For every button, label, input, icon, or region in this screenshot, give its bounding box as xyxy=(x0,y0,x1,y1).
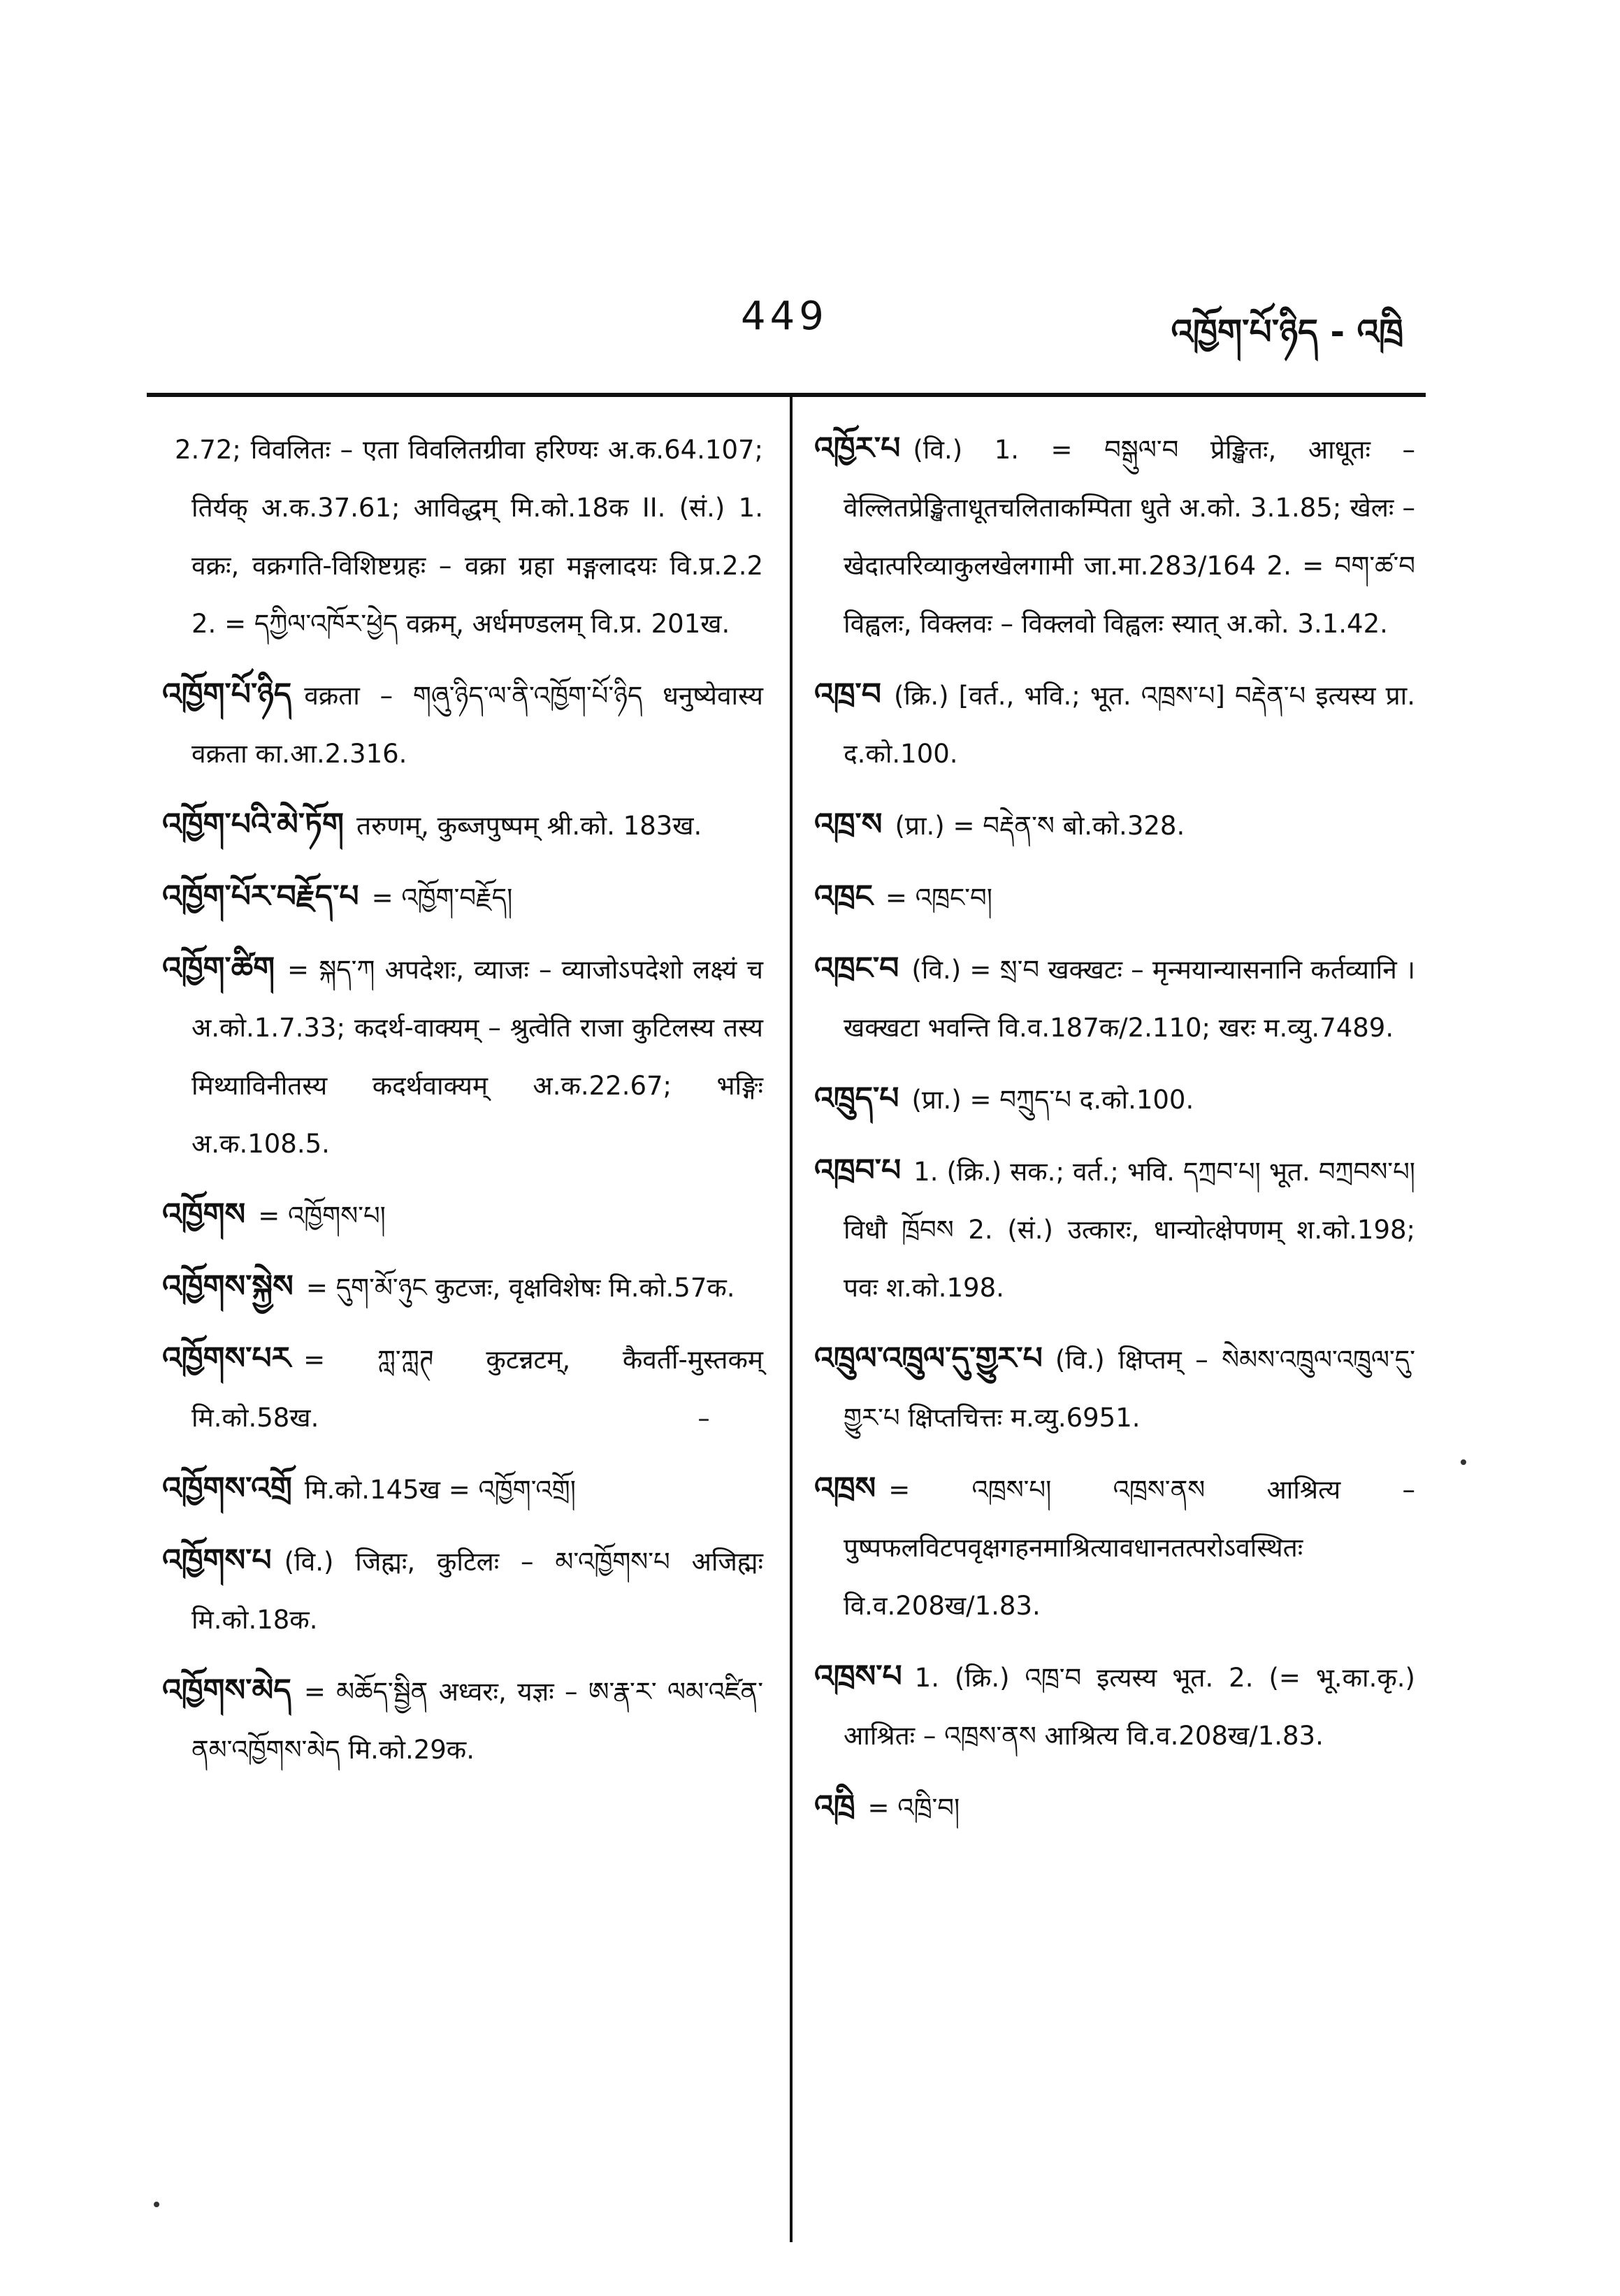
headword: འཁྲས་པ xyxy=(814,1659,902,1694)
headword: འཁྱོགས་སྐྱེས xyxy=(162,1269,294,1304)
definition: 1. (क्रि.) འཁྲ་བ इत्यस्य भूत. 2. (= भू.का.कृ.) आश्रितः – འཁྲས་ནས आश्रित्य वि.व.208ख/1.83. xyxy=(844,1663,1415,1751)
headword: འཁྲང་བ xyxy=(814,951,899,986)
page-number: 449 xyxy=(741,294,828,339)
stray-mark xyxy=(154,2202,159,2207)
definition: (क्रि.) [वर्त., भवि.; भूत. འཁྲས་པ] བརྡེན་པ इत्यस्य प्रा. द.को.100. xyxy=(844,681,1415,769)
definition: मि.को.145ख = འཁྱོག་འགྲོ། xyxy=(304,1475,576,1505)
headword: འཁྲ་ས xyxy=(814,807,883,842)
headword: འཁྱོག་པའི་མེ་ཏོག xyxy=(162,807,344,842)
headword: འཁྱོགས་མེད xyxy=(162,1673,291,1708)
dictionary-entry xyxy=(162,939,763,1173)
definition: = སྐད་ཀ अपदेशः, व्याजः – व्याजोऽपदेशो लक्ष्यं च अ.को.1.7.33; कदर्थ-वाक्यम् – श्रुत्वेति राजा कुटिलस्य तस्य मिथ्याविनीतस्य कदर्थवाक्यम् अ.क.22.67; भङ्गिः अ.क.108.5. xyxy=(191,955,763,1159)
left-column xyxy=(162,419,763,1791)
stray-mark xyxy=(699,1419,709,1421)
definition: 1. (क्रि.) सक.; वर्त.; भवि. དཀྲབ་པ། भूत. བཀྲབས་པ། विधौ ཁྲོབས 2. (सं.) उत्कारः, धान्योत्क्षेपणम् श.को.198; पवः श.को.198. xyxy=(844,1157,1415,1303)
header-rule xyxy=(147,393,1426,397)
headword: འཁྱོག་ཚིག xyxy=(162,951,275,986)
dictionary-entry xyxy=(162,867,763,927)
definition: = འཁྲས་པ། འཁྲས་ནས आश्रित्य – पुष्पफलविटपवृक्षगहनमाश्रित्यावधानतत्परोऽवस्थितः वि.व.208ख/1.83. xyxy=(844,1475,1415,1621)
dictionary-entry xyxy=(162,1257,763,1317)
definition: (वि.) 1. = བསྒུལ་བ प्रेङ्खितः, आधूतः – वेल्लितप्रेङ्खिताधूतचलिताकम्पिता धुते अ.को. 3.1.85; खेलः – खेदात्परिव्याकुलखेलगामी जा.मा.283/164 2. = བག་ཚ་བ विह्वलः, विक्लवः – विक्लवो विह्वलः स्यात् अ.को. 3.1.42. xyxy=(844,435,1415,639)
definition: (वि.) क्षिप्तम् – སེམས་འཁྲུལ་འཁྲུལ་དུ་གྱུར་པ क्षिप्तचित्तः म.व्यु.6951. xyxy=(844,1345,1415,1433)
headword: འཁྲི xyxy=(814,1789,855,1824)
dictionary-entry xyxy=(162,1329,763,1447)
definition: तरुणम्, कुब्जपुष्पम् श्री.को. 183ख. xyxy=(356,811,702,841)
column-divider xyxy=(790,397,793,2242)
headword: འཁྲུད་པ xyxy=(814,1081,899,1116)
stray-mark xyxy=(1461,1459,1466,1465)
dictionary-entry xyxy=(814,795,1415,855)
headword: འཁྲང xyxy=(814,879,873,914)
headword: འཁྱོགས xyxy=(162,1197,246,1232)
headword: འཁྲུལ་འཁྲུལ་དུ་གྱུར་པ xyxy=(814,1341,1043,1376)
dictionary-entry xyxy=(814,1777,1415,1837)
dictionary-entry xyxy=(814,939,1415,1057)
headword: འཁྱོག་པོར་བརྗོད་པ xyxy=(162,879,359,914)
dictionary-entry xyxy=(162,419,763,653)
dictionary-entry xyxy=(814,665,1415,783)
guide-words: འཁྱོག་པོ་ཉིད - འཁྲི xyxy=(1171,312,1403,352)
headword: འཁྲས xyxy=(814,1471,876,1506)
definition: = འཁྱོགས་པ། xyxy=(258,1201,386,1231)
definition: वक्रता – གཞུ་ཉིད་ལ་ནི་འཁྱོག་པོ་ཉིད धनुष्येवास्य वक्रता का.आ.2.316. xyxy=(191,681,763,769)
definition: = འཁྱོག་བརྗོད། xyxy=(371,883,513,913)
dictionary-entry xyxy=(814,1069,1415,1129)
definition: (वि.) = སྲ་བ खक्खटः – मृन्मयान्यासनानि कर्तव्यानि । खक्खटा भवन्ति वि.व.187क/2.110; खरः म.व्यु.7489. xyxy=(844,955,1415,1043)
dictionary-entry xyxy=(814,1459,1415,1635)
headword: འཁྱོག་པོ་ཉིད xyxy=(162,677,292,712)
dictionary-entry xyxy=(162,1531,763,1649)
definition: = ཀླ་ཀླཊ कुटन्नटम्, कैवर्ती-मुस्तकम् मि.को.58ख. xyxy=(191,1345,763,1433)
right-column xyxy=(814,419,1415,1849)
dictionary-entry xyxy=(814,1647,1415,1765)
definition: = མཆོད་སྦྱིན अध्वरः, यज्ञः – ཨ་རྣ་ར་ ལམ་འཛིན་ནམ་འཁྱོགས་མེད मि.को.29क. xyxy=(191,1677,763,1765)
definition: (प्रा.) = བརྡེན་ས बो.को.328. xyxy=(895,811,1185,841)
headword: འཁྲ་བ xyxy=(814,677,881,712)
headword: འཁྱོགས་པ xyxy=(162,1543,272,1578)
headword: འཁྱོར་པ xyxy=(814,431,901,466)
headword: འཁྲབ་པ xyxy=(814,1153,902,1188)
definition: 2.72; विवलितः – एता विवलितग्रीवा हरिण्यः अ.क.64.107; तिर्यक् अ.क.37.61; आविद्धम् मि.को.18क II. (सं.) 1. वक्रः, वक्रगति-विशिष्टग्रहः – वक्रा ग्रहा मङ्गलादयः वि.प्र.2.2 2. = དཀྱིལ་འཁོར་ཕྱེད वक्रम्, अर्धमण्डलम् वि.प्र. 201ख. xyxy=(175,435,763,639)
definition: = འཁྲི་བ། xyxy=(867,1793,960,1823)
definition: = འཁྲང་བ། xyxy=(885,883,992,913)
headword: འཁྱོགས་པར xyxy=(162,1341,291,1376)
headword: འཁྱོགས་འགྲོ xyxy=(162,1471,292,1506)
dictionary-entry xyxy=(814,1329,1415,1447)
definition: (वि.) जिह्मः, कुटिलः – མ་འཁྱོགས་པ अजिह्मः मि.को.18क. xyxy=(191,1547,763,1635)
definition: = དུག་མོ་ཉུང कुटजः, वृक्षविशेषः मि.को.57क. xyxy=(305,1273,735,1303)
dictionary-entry xyxy=(162,1459,763,1519)
dictionary-entry xyxy=(162,1185,763,1245)
dictionary-entry xyxy=(814,419,1415,653)
definition: (प्रा.) = བཀྲུད་པ द.को.100. xyxy=(911,1085,1194,1115)
dictionary-entry xyxy=(814,1141,1415,1317)
dictionary-entry xyxy=(814,867,1415,927)
dictionary-entry xyxy=(162,665,763,783)
dictionary-entry xyxy=(162,1661,763,1779)
dictionary-entry xyxy=(162,795,763,855)
